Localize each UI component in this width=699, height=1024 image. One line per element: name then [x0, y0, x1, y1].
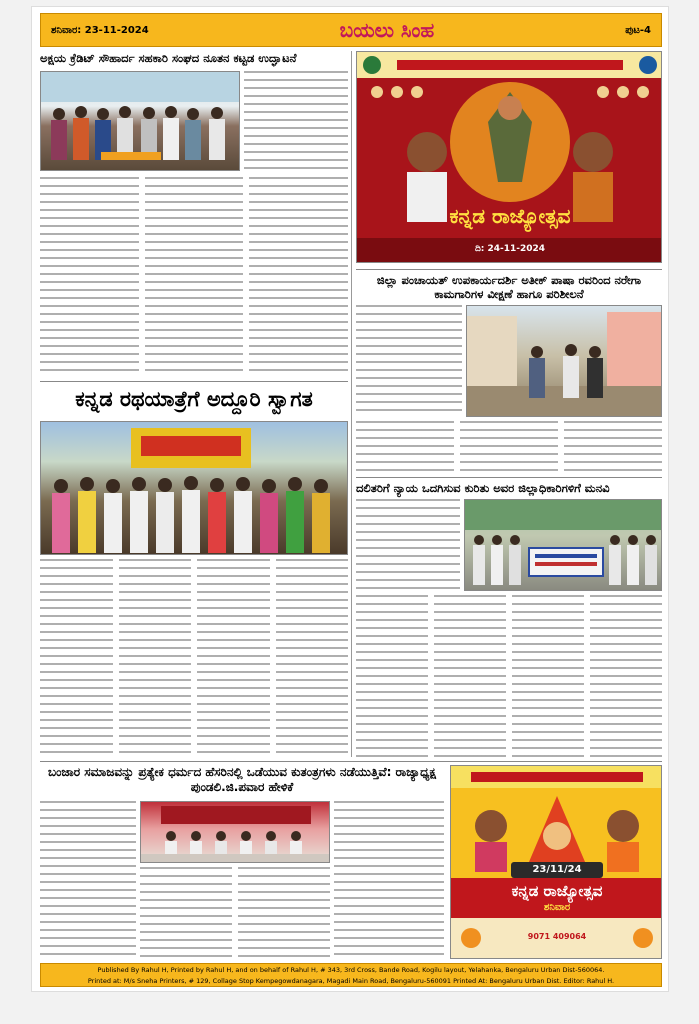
- article-text-columns: [140, 867, 330, 959]
- article-headline: ಜಿಲ್ಲಾ ಪಂಚಾಯತ್ ಉಪಕಾರ್ಯದರ್ಶಿ ಅತೀಕ್ ಪಾಷಾ ರವರಿಂದ ನರೇಗಾ ಕಾಮಗಾರಿಗಳ ವೀಕ್ಷಣೆ ಹಾಗೂ ಪರಿಶೀಲನೆ: [376, 273, 642, 301]
- ad-date: ದಿ: 24-11-2024: [474, 244, 546, 254]
- article-text: [334, 801, 444, 959]
- imprint-footer: [40, 963, 662, 987]
- newspaper-page: [31, 6, 669, 992]
- article-photo-rathayatre: [40, 421, 348, 555]
- article-text: [40, 801, 136, 959]
- divider: [40, 761, 662, 762]
- article-text: [244, 71, 348, 171]
- imprint-line-1: Published By Rahul H, Printed by Rahul H, and on behalf of Rahul H, # 343, 3rd Cross, Bande Road, Kogilu layout, Yelahanka, Bengaluru Urban Dist-560064.: [97, 966, 605, 974]
- article-akshaya: [40, 51, 348, 65]
- article-text-columns: [40, 177, 348, 377]
- advertisement-rajyotsava-shanivara: [450, 765, 662, 959]
- article-headline: ಬಂಜಾರ ಸಮಾಜವನ್ನು ಪ್ರತ್ಯೇಕ ಧರ್ಮದ ಹೆಸರಿನಲ್ಲಿ ಒಡೆಯುವ ಕುತಂತ್ರಗಳು ನಡೆಯುತ್ತಿವೆ: ರಾಜ್ಯಾಧ್ಯಕ್ಷ ಪುಂಡಲಿ.ಜಿ.ಪವಾರ ಹೇಳಿಕೆ: [47, 765, 436, 794]
- column-divider: [351, 51, 352, 757]
- article-headline: ಕನ್ನಡ ರಥಯಾತ್ರೆಗೆ ಅದ್ದೂರಿ ಸ್ವಾಗತ: [75, 387, 313, 411]
- newspaper-title: ಬಯಲು ಸಿಂಹ: [339, 18, 435, 42]
- article-headline: ಅಕ್ಷಯ ಕ್ರೆಡಿಟ್ ಸೌಹಾರ್ದ ಸಹಕಾರಿ ಸಂಘದ ನೂತನ ಕಟ್ಟಡ ಉದ್ಘಾಟನೆ: [40, 51, 297, 65]
- ad-phone: 9071 409064: [527, 932, 587, 941]
- article-text-columns: [356, 421, 662, 473]
- issue-date: ಶನಿವಾರ: 23-11-2024: [51, 24, 149, 36]
- ad-date: 23/11/24: [532, 864, 582, 875]
- article-rathayatre: [40, 387, 348, 412]
- page-number: ಪುಟ-4: [625, 24, 651, 36]
- ad-title: ಕನ್ನಡ ರಾಜ್ಯೋತ್ಸವ: [449, 204, 571, 228]
- divider: [356, 269, 662, 270]
- article-photo-banjara-meeting: [140, 801, 330, 863]
- masthead: [40, 13, 662, 47]
- divider: [356, 477, 662, 478]
- article-text: [356, 499, 460, 591]
- article-dalit: [356, 481, 662, 495]
- article-photo-inauguration: [40, 71, 240, 171]
- article-headline: ದಲಿತರಿಗೆ ನ್ಯಾಯ ಒದಗಿಸುವ ಕುರಿತು ಅವರ ಜಿಲ್ಲಾಧಿಕಾರಿಗಳಿಗೆ ಮನವಿ: [356, 481, 610, 495]
- article-photo-memorandum: [464, 499, 662, 591]
- article-banjara: [40, 765, 444, 795]
- ad-day: ಶನಿವಾರ: [543, 902, 571, 913]
- imprint-line-2: Printed at: M/s Sneha Printers, # 129, Collage Stop Kempegowdanagara, Magadi Main Road, Bengaluru-560091 Printed At: Bengaluru Urban Dist. Editor: Rahul H.: [87, 977, 615, 985]
- article-text-columns: [356, 595, 662, 757]
- article-text-columns: [40, 559, 348, 757]
- article-photo-inspection: [466, 305, 662, 417]
- article-text: [356, 305, 462, 417]
- article-zp: [356, 273, 662, 301]
- ad-title: ಕನ್ನಡ ರಾಜ್ಯೋತ್ಸವ: [511, 882, 603, 900]
- divider: [40, 381, 348, 382]
- advertisement-kannada-rajyotsava: [356, 51, 662, 263]
